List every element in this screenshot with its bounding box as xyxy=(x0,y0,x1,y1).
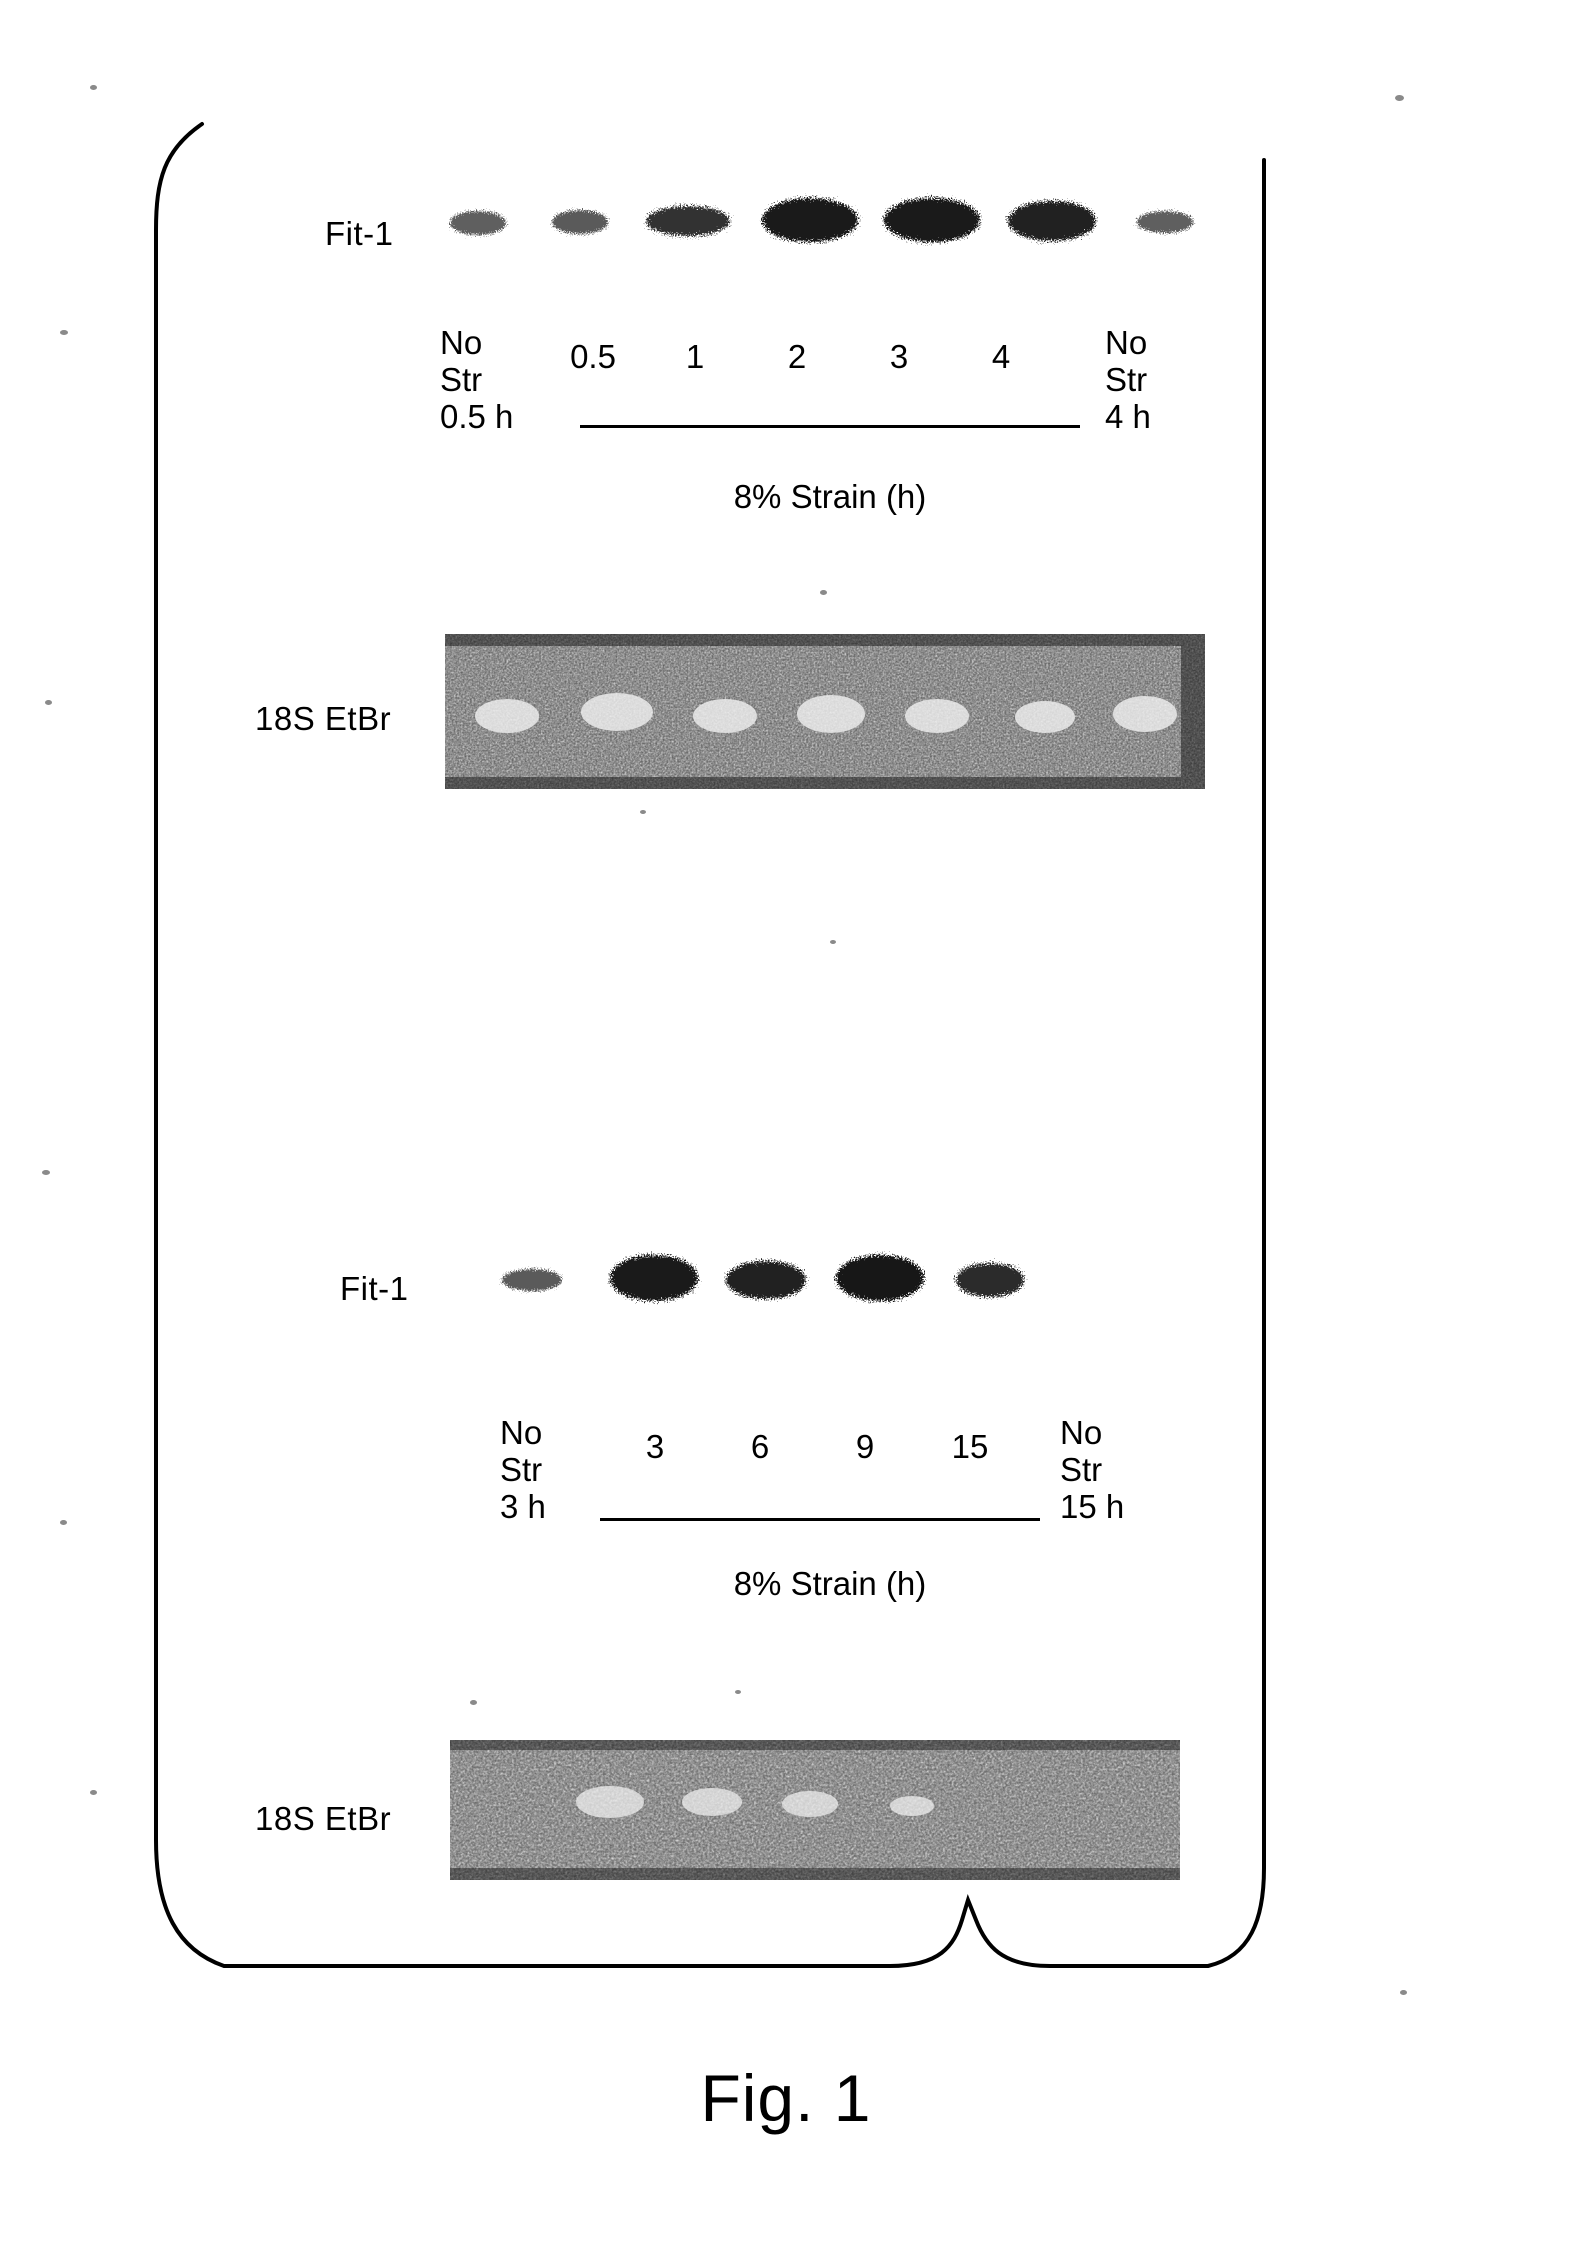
panel-bottom-axis-rule xyxy=(600,1518,1040,1521)
panel-bottom-lane-2: 9 xyxy=(855,1428,875,1465)
panel-top-blot-row xyxy=(440,175,1210,271)
panel-bottom-left-control-line2: Str xyxy=(500,1450,543,1488)
page-speck xyxy=(1395,95,1404,101)
panel-top-lane-4: 4 xyxy=(991,338,1011,375)
page-speck xyxy=(60,1520,67,1525)
panel-top-left-control-line1: No xyxy=(440,324,483,361)
page-speck xyxy=(60,330,68,335)
page-speck xyxy=(90,85,97,90)
panel-bottom-right-control-line2: Str xyxy=(1060,1450,1103,1488)
panel-top-left-control-line3: 0.5 h xyxy=(440,397,514,435)
panel-bottom-etbr-gel xyxy=(450,1740,1180,1880)
page-speck xyxy=(45,700,52,705)
panel-top-etbr-gel xyxy=(445,634,1205,789)
panel-bottom-blot-row xyxy=(460,1230,1080,1326)
panel-top-left-control xyxy=(440,325,530,436)
panel-bottom-gel-texture xyxy=(450,1740,1180,1880)
page-speck xyxy=(470,1700,477,1705)
panel-bottom-axis-title: 8% Strain (h) xyxy=(733,1565,927,1602)
panel-bottom-lane-0: 3 xyxy=(645,1428,665,1465)
panel-top-lane-1: 1 xyxy=(685,338,705,375)
figure-caption: Fig. 1 xyxy=(700,2061,872,2135)
panel-bottom-right-control xyxy=(1060,1415,1180,1526)
panel-top-loading-label: 18S EtBr xyxy=(255,700,392,737)
panel-bottom-right-control-line1: No xyxy=(1060,1414,1103,1451)
panel-top-lane-3: 3 xyxy=(889,338,909,375)
panel-bottom-loading-label: 18S EtBr xyxy=(255,1800,392,1837)
panel-top-probe-label: Fit-1 xyxy=(325,215,394,252)
page-speck xyxy=(735,1690,741,1694)
panel-bottom-left-control-line3: 3 h xyxy=(500,1487,546,1525)
panel-top-lane-0: 0.5 xyxy=(570,338,616,375)
panel-top-left-control-line2: Str xyxy=(440,360,483,398)
panel-bottom-left-control-line1: No xyxy=(500,1414,543,1451)
page-speck xyxy=(42,1170,50,1175)
panel-bottom-left-control xyxy=(500,1415,590,1526)
panel-top-right-control-line2: Str xyxy=(1105,360,1148,398)
panel-bottom-lane-1: 6 xyxy=(750,1428,770,1465)
panel-bottom-right-control-line3: 15 h xyxy=(1060,1487,1125,1525)
panel-top-axis-rule xyxy=(580,425,1080,428)
panel-top-lane-2: 2 xyxy=(787,338,807,375)
page-speck xyxy=(820,590,827,595)
page-speck xyxy=(90,1790,97,1795)
page-speck xyxy=(830,940,836,944)
panel-top-right-control-line3: 4 h xyxy=(1105,397,1151,435)
figure-bracket xyxy=(150,120,1270,1980)
panel-top-axis-title: 8% Strain (h) xyxy=(733,478,927,515)
panel-top-bands xyxy=(440,175,1210,271)
panel-top-right-control-line1: No xyxy=(1105,324,1148,361)
panel-bottom-probe-label: Fit-1 xyxy=(340,1270,409,1307)
panel-bottom-lane-3: 15 xyxy=(951,1428,989,1465)
page-speck xyxy=(1400,1990,1407,1995)
panel-top-right-control xyxy=(1105,325,1215,436)
panel-top-gel-texture xyxy=(445,634,1205,789)
panel-bottom-bands xyxy=(460,1230,1080,1330)
page-speck xyxy=(640,810,646,814)
